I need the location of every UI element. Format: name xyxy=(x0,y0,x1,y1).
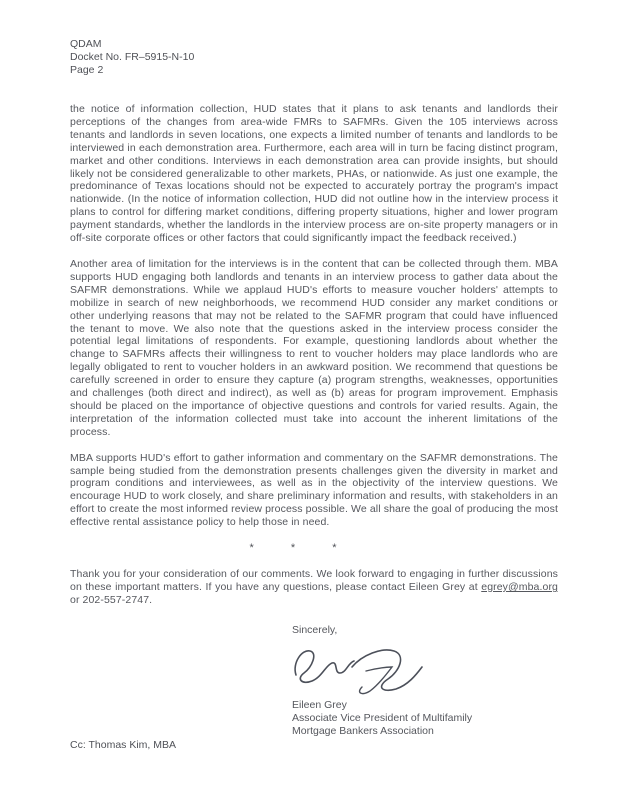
signoff-text: Sincerely, xyxy=(292,623,338,636)
cc-line: Cc: Thomas Kim, MBA xyxy=(70,738,176,751)
closing-text-after: or 202-557-2747. xyxy=(70,593,153,606)
paragraph-interviews-limitations: the notice of information collection, HUD states that it plans to ask tenants and landlords their perceptions of the changes from area-wide FMRs to SAFMRs. Given the 105 interviews across tenants and landlords in seven locations, one expects a limited number of tenants and landlords to be interviewed in each demonstration area. Furthermore, each area will in turn be facing distinct program, market and other conditions. Interviews in each demonstration area can provide insights, but should likely not be considered generalizable to other markets, PHAs, or nationwide. As just one example, the predominance of Texas locations should not be expected to accurately portray the program's impact nationwide. (In the notice of information collection, HUD did not outline how in the interview process it plans to control for differing market conditions, differing property situations, higher and lower program payment standards, whether the landlords in the interview process are on-site property managers or in off-site corporate offices or other factors that could significantly impact the feedback received.) xyxy=(70,103,558,245)
closing-paragraph xyxy=(70,568,558,607)
signer-title: Associate Vice President of Multifamily xyxy=(292,712,473,725)
header-page-number: Page 2 xyxy=(70,64,104,76)
closing-text-before: Thank you for your consideration of our comments. We look forward to engaging in further discussions on these important matters. If you have any questions, please contact Eileen Grey at xyxy=(70,568,558,593)
paragraph-content-limitations: Another area of limitation for the interviews is in the content that can be collected through them. MBA supports HUD engaging both landlords and tenants in an interview process to gather data about the SAFMR demonstrations. While we applaud HUD's efforts to measure voucher holders' attempts to mobilize in search of new neighborhoods, we recommend HUD consider any market conditions or other underlying reasons that may not be related to the SAFMR program that could have influenced the tenant to move. We also note that the questions asked in the interview process consider the potential legal limitations of respondents. For example, questioning landlords about whether the change to SAFMRs affects their willingness to rent to voucher holders may place landlords who are legally obligated to rent to voucher holders in an awkward position. We recommend that questions be carefully screened in order to ensure they capture (a) program strengths, weaknesses, opportunities and challenges (both direct and indirect), as well as (b) areas for program improvement. Emphasis should be placed on the importance of objective questions and controls for varied results. Again, the interpretation of the information collected must take into account the inherent limitations of the process. xyxy=(70,257,558,438)
email-link[interactable]: egrey@mba.org xyxy=(481,581,558,593)
header-org-code: QDAM xyxy=(70,38,102,50)
asterisk-separator: * * * xyxy=(249,542,339,555)
signer-name: Eileen Grey xyxy=(292,699,347,712)
header-docket-number: Docket No. FR–5915-N-10 xyxy=(70,51,195,63)
signature-scribble-icon xyxy=(282,641,432,697)
signer-org: Mortgage Bankers Association xyxy=(292,725,434,738)
handwritten-signature xyxy=(282,641,558,697)
signature-block xyxy=(292,624,558,739)
paragraph-mba-support: MBA supports HUD's effort to gather information and commentary on the SAFMR demonstrations. The sample being studied from the demonstration presents challenges given the diversity in market and program conditions and interviewees, as well as in the objectivity of the interview questions. We encourage HUD to work closely, and share preliminary information and results, with stakeholders in an effort to create the most informed review process possible. We all share the goal of producing the most effective rental assistance policy to help those in need. xyxy=(70,451,558,529)
letter-header xyxy=(70,38,558,77)
